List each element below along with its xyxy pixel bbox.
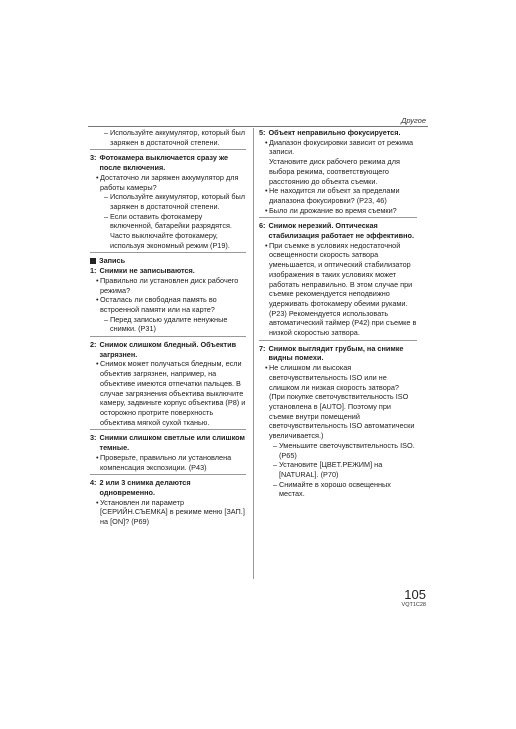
square-bullet-icon [90,258,96,264]
bullet-item: •Снимок может получаться бледным, если объектив загрязнен, например, на объективе имеются отпечатки пальцев. В случае загрязнения объектива выключите камеру, задвиньте корпус объектива (P8) и осторожно протрите поверхность объектива мягкой сухой тканью. [96,359,246,427]
bullet-item: •Было ли дрожание во время съемки? [265,205,397,215]
r6-block [259,221,417,340]
header-rule [88,126,428,127]
bullet-continuation: Установите диск рабочего режима для выбора режима, соответствующего расстоянию до объекта съемки. [269,157,400,186]
r2-block [90,340,246,430]
bullet-item: •Установлен ли параметр [СЕРИЙН.СЪЕМКА] в режиме меню [ЗАП.] на [ON]? (P69) [96,497,245,527]
left-column [90,128,246,532]
r3-block [90,433,246,475]
r5-block [259,128,417,218]
section-title-recording: Запись [90,256,246,266]
dash-item: – Используйте аккумулятор, который был заряжен в достаточной степени. [104,128,246,147]
page-number: 105 [404,587,426,602]
model-code: VQT1C28 [401,602,426,608]
q3-block [90,153,246,253]
question-heading: 4: 2 или 3 снимка делаются одновременно. [90,478,191,497]
bullet-item: •Достаточно ли заряжен аккумулятор для работы камеры? [96,172,239,192]
dash-item: – Уменьшите светочувствительность ISO. (P65) [273,440,415,460]
bullet-continuation: (При покупке светочувствительность ISO установлена в [AUTO]. Поэтому при съемке внутри помещений светочувствительность ISO автоматически увеличивается.) [269,392,415,441]
question-heading: 2: Снимок слишком бледный. Объектив загрязнен. [90,340,237,359]
dash-item: – Снимайте в хорошо освещенных местах. [273,479,391,499]
bullet-item: •Осталась ли свободная память во встроенной памяти или на карте? [96,295,217,314]
dash-item: – Установите [ЦВЕТ.РЕЖИМ] на [NATURAL]. (P70) [273,460,383,479]
bullet-item: •Проверьте, правильно ли установлена компенсация экспозиции. (P43) [96,452,232,472]
section-header-label: Другое [401,116,426,125]
r1-block [90,266,246,337]
question-heading: 1: Снимки не записываются. [90,266,195,276]
bullet-item: •Не находится ли объект за пределами диапазона фокусировки? (P23, 46) [265,186,400,205]
right-column [259,128,417,504]
intro-block [90,128,246,150]
question-heading: 3: Снимки слишком светлые или слишком темные. [90,433,245,453]
question-heading: 6: Снимок нерезкий. Оптическая стабилизация работает не эффективно. [259,221,414,241]
question-heading: 3: Фотокамера выключается сразу же после включения. [90,153,229,173]
r4-block [90,478,246,529]
r7-block [259,344,417,501]
bullet-item: •Не слишком ли высокая светочувствительность ISO или не слишком ли низкая скорость затвора? [265,363,399,392]
dash-item: – Перед записью удалите ненужные снимки. (P31) [104,314,228,334]
question-heading: 5: Объект неправильно фокусируется. [259,128,401,137]
bullet-item: •Диапазон фокусировки зависит от режима записи. [265,137,414,157]
bullet-item: •Правильно ли установлен диск рабочего режима? [96,275,239,295]
column-divider [253,128,254,579]
question-heading: 7: Снимок выглядит грубым, на снимке видны помехи. [259,343,404,363]
dash-item: – Используйте аккумулятор, который был заряжен в достаточной степени. [104,192,246,211]
dash-item: – Если оставить фотокамеру включенной, батарейки разрядятся. Часто выключайте фотокамеру, используя экономный режим (P19). [104,211,232,250]
bullet-item: •При съемке в условиях недостаточной освещенности скорость затвора уменьшается, и оптический стабилизатор изображения в таких условиях может работать неправильно. В этом случае при съемке рекомендуется неподвижно удерживать фотокамеру обеими руками. (P23) Рекомендуется использовать автоматический таймер (P42) при съемке в низкой скоростью затвора. [265,240,417,338]
